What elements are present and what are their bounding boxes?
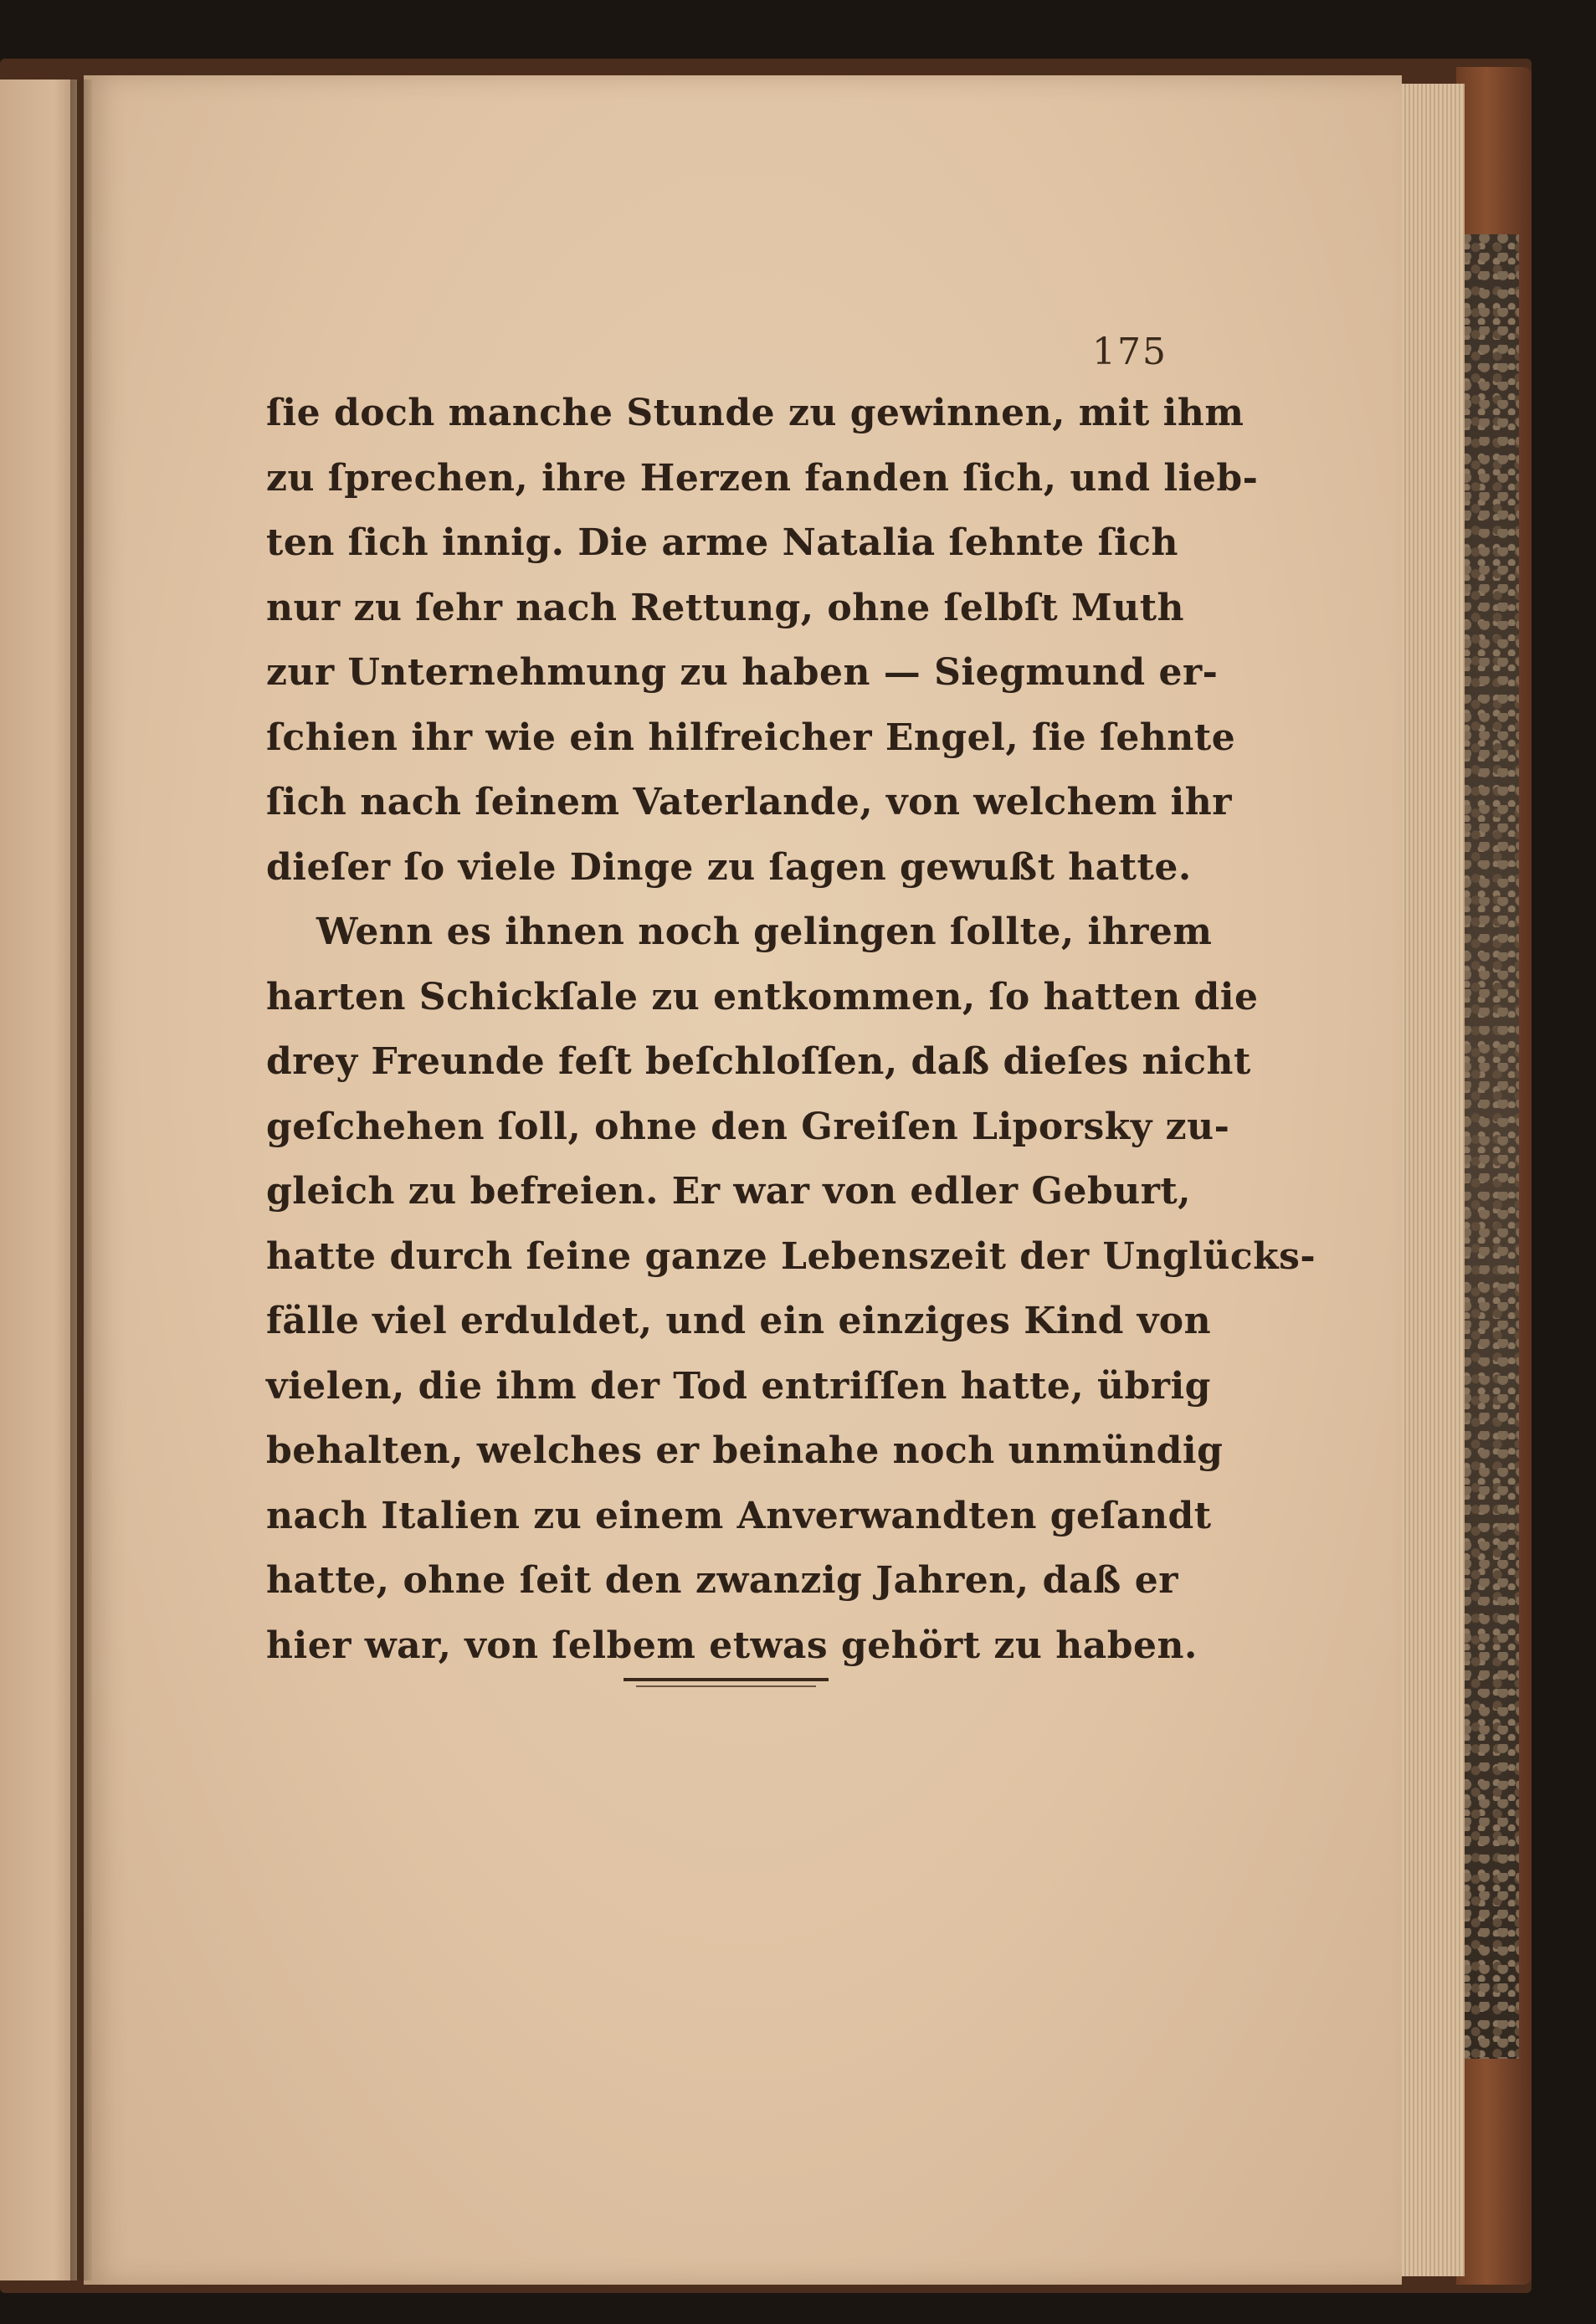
text-line: ſich nach ſeinem Vaterlande, von welchem ihr (266, 781, 1232, 823)
section-rule (624, 1678, 829, 1681)
marbled-binding (1460, 234, 1519, 2059)
text-line: gleich zu befreien. Er war von edler Geburt, (266, 1170, 1192, 1213)
text-line: nach Italien zu einem Anverwandten geſandt (266, 1494, 1212, 1537)
text-line: dieſer ſo viele Dinge zu ſagen gewußt hatte. (266, 845, 1192, 889)
section-rule-thin (636, 1685, 816, 1687)
text-line: ten ſich innig. Die arme Natalia ſehnte ſich (266, 521, 1178, 564)
text-line: behalten, welches er beinahe noch unmündig (266, 1429, 1224, 1472)
text-line: Wenn es ihnen noch gelingen ſollte, ihrem (316, 911, 1213, 953)
page-number: 175 (1092, 331, 1167, 373)
text-line: ſie doch manche Stunde zu gewinnen, mit ihm (266, 392, 1244, 434)
text-line: geſchehen ſoll, ohne den Greiſen Liporsky zu- (266, 1105, 1230, 1148)
body-text (266, 381, 1316, 1678)
previous-page-edge (0, 80, 77, 2280)
text-line: hatte durch ſeine ganze Lebenszeit der Unglücks- (266, 1234, 1316, 1278)
text-line: hatte, ohne ſeit den zwanzig Jahren, daß er (266, 1559, 1178, 1602)
book-page (84, 75, 1402, 2285)
text-line: nur zu ſehr nach Rettung, ohne ſelbſt Muth (266, 586, 1185, 629)
text-line: zu ſprechen, ihre Herzen fanden ſich, und lieb- (266, 456, 1259, 500)
text-line: harten Schickſale zu entkommen, ſo hatten die (266, 975, 1259, 1018)
text-line: drey Freunde feſt beſchloſſen, daß dieſes nicht (266, 1040, 1251, 1083)
text-line: zur Unternehmung zu haben — Siegmund er- (266, 651, 1219, 694)
text-line: vielen, die ihm der Tod entriſſen hatte, übrig (266, 1364, 1211, 1408)
text-line: hier war, von ſelbem etwas gehört zu haben. (266, 1624, 1198, 1667)
text-line: fälle viel erduldet, und ein einziges Kind von (266, 1300, 1212, 1342)
gutter-shadow (70, 80, 92, 2280)
text-line: ſchien ihr wie ein hilfreicher Engel, ſie ſehnte (266, 716, 1236, 759)
